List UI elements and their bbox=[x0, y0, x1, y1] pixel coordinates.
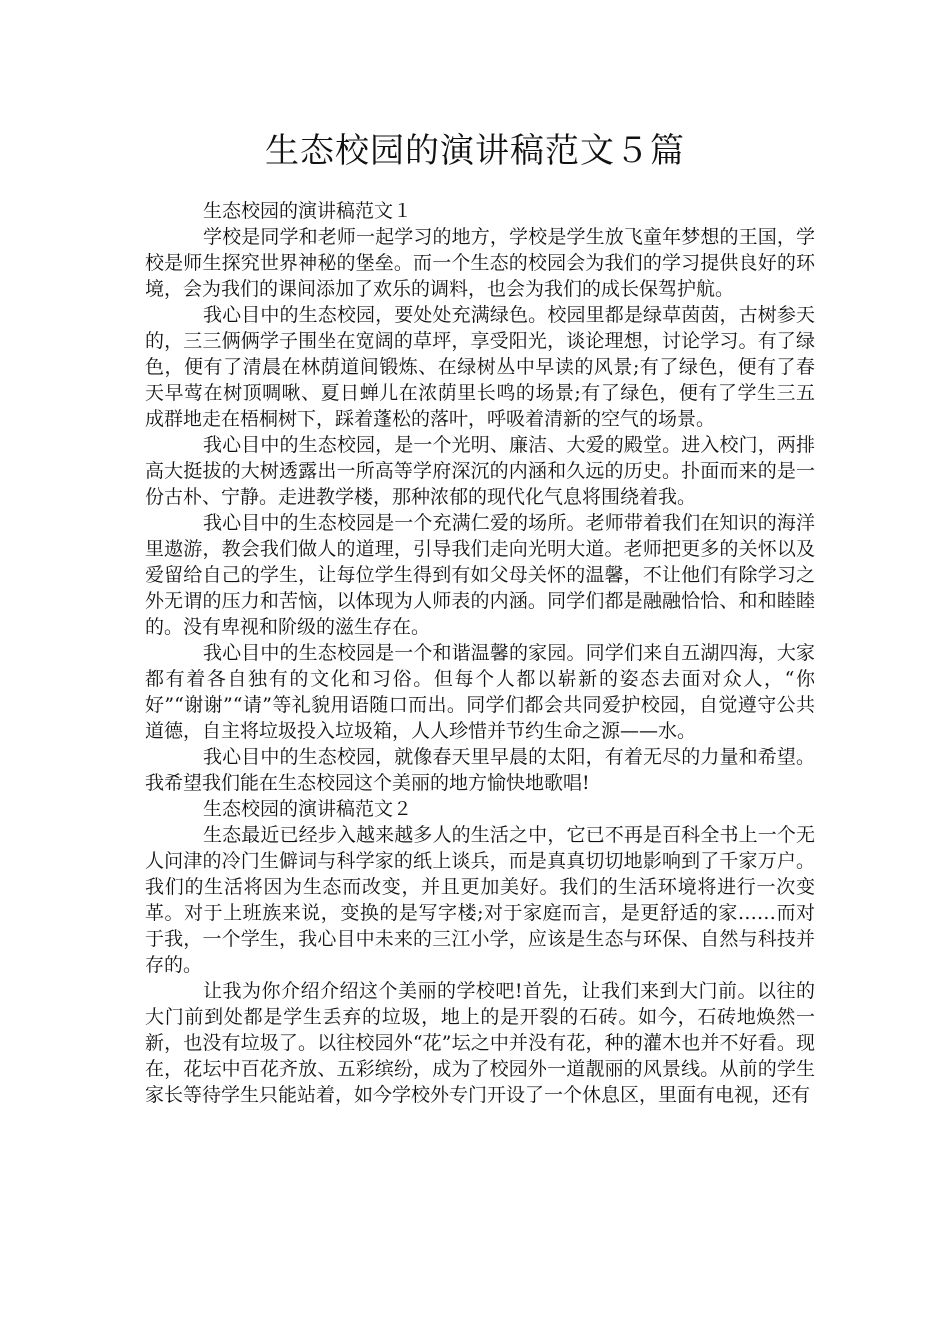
section-heading-1: 生态校园的演讲稿范文１ bbox=[203, 200, 413, 222]
paragraph: 学校是同学和老师一起学习的地方，学校是学生放飞童年梦想的王国，学校是师生探究世界神秘的堡垒。而一个生态的校园会为我们的学习提供良好的环境，会为我们的课间添加了欢乐的调料，也会为我们的成长保驾护航。 bbox=[145, 226, 815, 300]
document-title: 生态校园的演讲稿范文５篇 bbox=[265, 131, 685, 171]
document-body bbox=[145, 198, 815, 1108]
paragraph: 我心目中的生态校园是一个和谐温馨的家园。同学们来自五湖四海，大家都有着各自独有的文化和习俗。但每个人都以崭新的姿态去面对众人，“你好”“谢谢”“请”等礼貌用语随口而出。同学们都会共同爱护校园，自觉遵守公共道德，自主将垃圾投入垃圾箱，人人珍惜并节约生命之源——水。 bbox=[145, 642, 815, 742]
section-heading-2: 生态校园的演讲稿范文２ bbox=[203, 798, 413, 820]
paragraph: 生态最近已经步入越来越多人的生活之中，它已不再是百科全书上一个无人问津的冷门生僻词与科学家的纸上谈兵，而是真真切切地影响到了千家万户。我们的生活将因为生态而改变，并且更加美好。我们的生活环境将进行一次变革。对于上班族来说，变换的是写字楼;对于家庭而言，是更舒适的家……而对于我，一个学生，我心目中未来的三江小学，应该是生态与环保、自然与科技并存的。 bbox=[145, 824, 815, 976]
paragraph: 我心目中的生态校园，是一个光明、廉洁、大爱的殿堂。进入校门，两排高大挺拔的大树透露出一所高等学府深沉的内涵和久远的历史。扑面而来的是一份古朴、宁静。走进教学楼，那种浓郁的现代化气息将围绕着我。 bbox=[145, 434, 815, 508]
paragraph: 让我为你介绍介绍这个美丽的学校吧!首先，让我们来到大门前。以往的大门前到处都是学生丢弃的垃圾，地上的是开裂的石砖。如今，石砖地焕然一新，也没有垃圾了。以往校园外“花”坛之中并没有花，种的灌木也并不好看。现在，花坛中百花齐放、五彩缤纷，成为了校园外一道靓丽的风景线。从前的学生家长等待学生只能站着，如今学校外专门开设了一个休息区，里面有电视，还有 bbox=[145, 980, 815, 1106]
paragraph: 我心目中的生态校园是一个充满仁爱的场所。老师带着我们在知识的海洋里遨游，教会我们做人的道理，引导我们走向光明大道。老师把更多的关怀以及爱留给自己的学生，让每位学生得到有如父母关怀的温馨，不让他们有除学习之外无谓的压力和苦恼，以体现为人师表的内涵。同学们都是融融恰恰、和和睦睦的。没有卑视和阶级的滋生存在。 bbox=[145, 512, 815, 638]
paragraph: 我心目中的生态校园，要处处充满绿色。校园里都是绿草茵茵，古树参天的，三三俩俩学子围坐在宽阔的草坪，享受阳光，谈论理想，讨论学习。有了绿色，便有了清晨在林荫道间锻炼、在绿树丛中早读的风景;有了绿色，便有了春天早莺在树顶啁啾、夏日蝉儿在浓荫里长鸣的场景;有了绿色，便有了学生三五成群地走在梧桐树下，踩着蓬松的落叶，呼吸着清新的空气的场景。 bbox=[145, 304, 815, 430]
paragraph: 我心目中的生态校园，就像春天里早晨的太阳，有着无尽的力量和希望。我希望我们能在生态校园这个美丽的地方愉快地歌唱! bbox=[145, 746, 815, 794]
